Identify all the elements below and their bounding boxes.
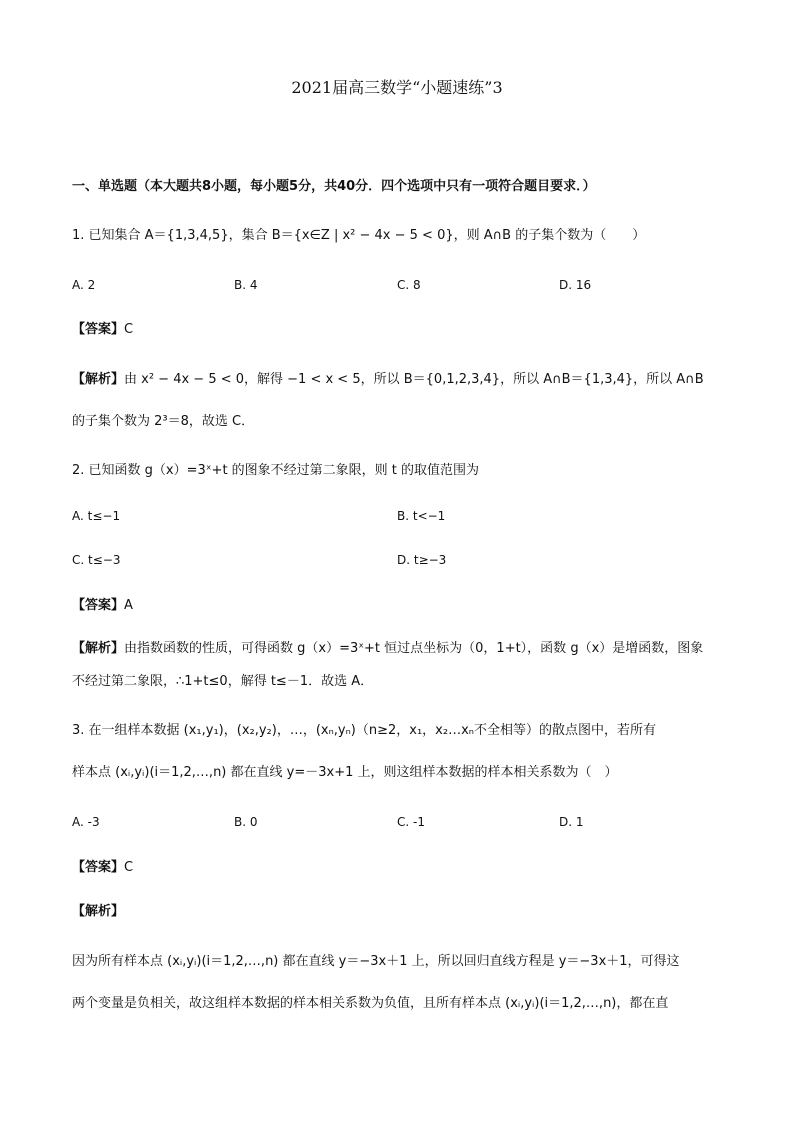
q1-analysis-line-1 (72, 371, 704, 389)
analysis-text: 由 x² − 4x − 5 < 0，解得 −1 < x < 5，所以 B＝{0,1,2,3,4}，所以 A∩B＝{1,3,4}，所以 A∩B (124, 372, 704, 387)
q3-answer (72, 859, 133, 877)
question-1-stem: 1. 已知集合 A＝{1,3,4,5}，集合 B＝{x∈Z | x² − 4x − 5 < 0}，则 A∩B 的子集个数为（ ） (72, 228, 646, 243)
answer-label: 【答案】 (72, 322, 125, 337)
q1-answer (72, 321, 133, 339)
q3-analysis-line-2: 两个变量是负相关，故这组样本数据的样本相关系数为负值，且所有样本点 (xᵢ,yᵢ)(i＝1,2,…,n)，都在直 (72, 996, 669, 1011)
q2-option-b: B. t<−1 (397, 509, 446, 523)
answer-label: 【答案】 (72, 598, 125, 613)
q3-option-c: C. -1 (397, 815, 425, 829)
q2-option-c: C. t≤−3 (72, 553, 121, 567)
q3-analysis-label (72, 903, 124, 921)
q1-option-b: B. 4 (234, 278, 258, 292)
answer-value: C (124, 322, 134, 337)
answer-value: C (124, 860, 134, 875)
q2-option-a: A. t≤−1 (72, 509, 121, 523)
page-title: 2021届高三数学“小题速练”3 (291, 78, 503, 97)
q1-option-d: D. 16 (559, 278, 592, 292)
q3-option-b: B. 0 (234, 815, 258, 829)
q2-analysis-line-1 (72, 640, 703, 658)
question-3-stem-line-2: 样本点 (xᵢ,yᵢ)(i＝1,2,…,n) 都在直线 y=－3x+1 上，则这组样本数据的样本相关系数为（ ） (72, 765, 618, 780)
analysis-label: 【解析】 (72, 372, 125, 387)
answer-label: 【答案】 (72, 860, 125, 875)
analysis-label: 【解析】 (72, 641, 125, 656)
q2-option-d: D. t≥−3 (397, 553, 447, 567)
q2-analysis-line-2: 不经过第二象限，∴1+t≤0，解得 t≤－1．故选 A． (72, 674, 374, 689)
analysis-text: 由指数函数的性质，可得函数 g（x）=3ˣ+t 恒过点坐标为（0，1+t），函数 g（x）是增函数，图象 (124, 641, 704, 656)
question-2-stem: 2. 已知函数 g（x）=3ˣ+t 的图象不经过第二象限，则 t 的取值范围为 (72, 463, 480, 478)
q3-option-d: D. 1 (559, 815, 584, 829)
q3-analysis-line-1: 因为所有样本点 (xᵢ,yᵢ)(i＝1,2,…,n) 都在直线 y＝−3x＋1 上，所以回归直线方程是 y＝−3x＋1，可得这 (72, 954, 680, 969)
q1-analysis-line-2: 的子集个数为 2³＝8，故选 C． (72, 414, 255, 429)
q3-option-a: A. -3 (72, 815, 100, 829)
q2-answer (72, 597, 133, 615)
q1-option-c: C. 8 (397, 278, 421, 292)
question-3-stem-line-1: 3. 在一组样本数据 (x₁,y₁)，(x₂,y₂)，…，(xₙ,yₙ)（n≥2，x₁，x₂…xₙ不全相等）的散点图中，若所有 (72, 723, 656, 738)
analysis-label: 【解析】 (72, 904, 125, 919)
q1-option-a: A. 2 (72, 278, 96, 292)
answer-value: A (124, 598, 133, 613)
section-heading: 一、单选题（本大题共8小题，每小题5分，共40分．四个选项中只有一项符合题目要求．） (72, 179, 596, 194)
